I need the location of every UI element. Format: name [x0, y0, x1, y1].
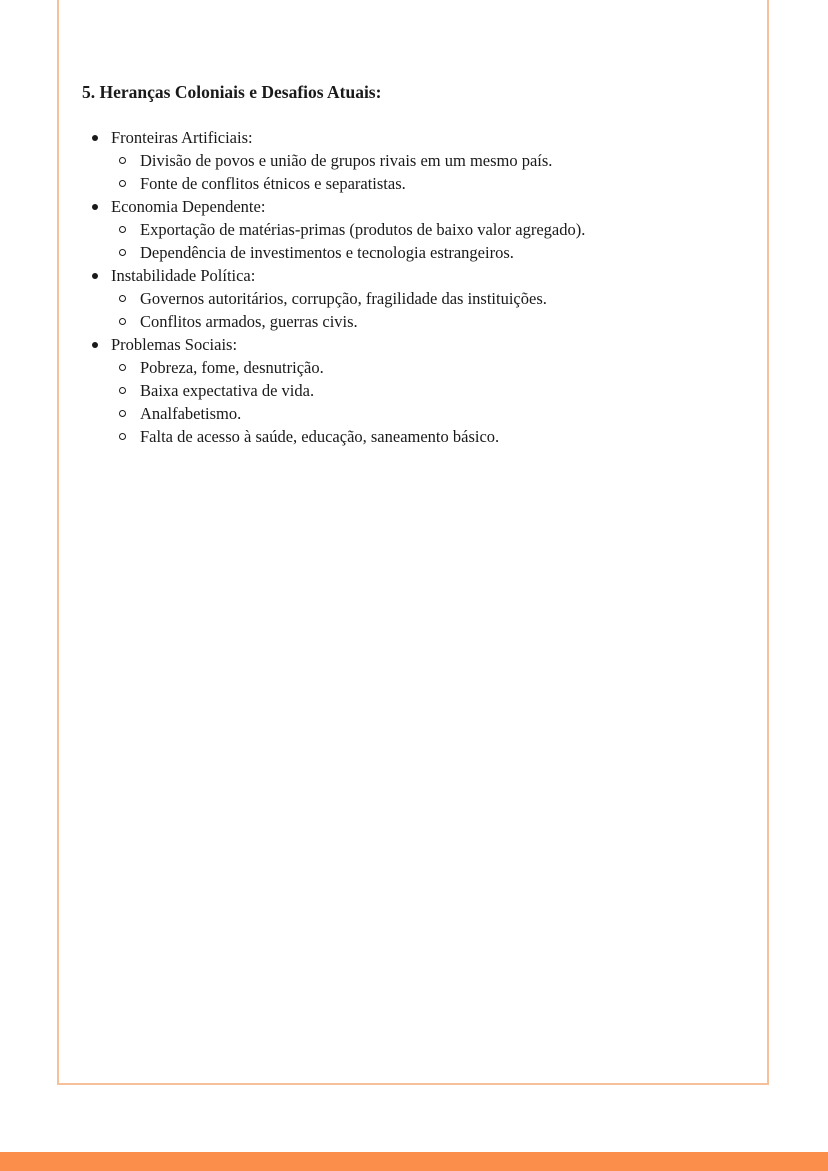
sublist	[111, 218, 742, 264]
sublist-item	[111, 402, 742, 425]
sublist	[111, 356, 742, 448]
sublist-item	[111, 218, 742, 241]
bullet-circle-icon	[119, 180, 126, 187]
section-title: 5. Heranças Coloniais e Desafios Atuais:	[82, 82, 382, 102]
bullet-circle-icon	[119, 318, 126, 325]
sublist-item	[111, 379, 742, 402]
bullet-circle-icon	[119, 410, 126, 417]
sublist-item	[111, 241, 742, 264]
sublist-item	[111, 172, 742, 195]
list-item-label: Fronteiras Artificiais:	[111, 128, 253, 147]
sublist-item-text: Governos autoritários, corrupção, fragilidade das instituições.	[140, 289, 547, 308]
bullet-disc-icon	[92, 135, 98, 141]
bullet-disc-icon	[92, 273, 98, 279]
bullet-circle-icon	[119, 226, 126, 233]
bullet-circle-icon	[119, 364, 126, 371]
document-content	[82, 80, 742, 448]
list-item-problemas	[82, 333, 742, 448]
topic-list	[82, 126, 742, 448]
list-item-label: Problemas Sociais:	[111, 335, 238, 354]
bullet-circle-icon	[119, 295, 126, 302]
sublist-item-text: Conflitos armados, guerras civis.	[140, 312, 358, 331]
list-item-label: Instabilidade Política:	[111, 266, 256, 285]
list-item-fronteiras	[82, 126, 742, 195]
footer-accent-bar	[0, 1152, 828, 1171]
sublist-item-text: Fonte de conflitos étnicos e separatistas.	[140, 174, 406, 193]
sublist-item-text: Pobreza, fome, desnutrição.	[140, 358, 324, 377]
bullet-disc-icon	[92, 342, 98, 348]
sublist-item	[111, 310, 742, 333]
sublist-item-text: Analfabetismo.	[140, 404, 242, 423]
sublist-item-text: Baixa expectativa de vida.	[140, 381, 315, 400]
bullet-circle-icon	[119, 249, 126, 256]
sublist-item-text: Falta de acesso à saúde, educação, saneamento básico.	[140, 427, 500, 446]
list-item-label: Economia Dependente:	[111, 197, 266, 216]
bullet-circle-icon	[119, 157, 126, 164]
sublist	[111, 287, 742, 333]
bullet-circle-icon	[119, 433, 126, 440]
sublist-item	[111, 356, 742, 379]
bullet-circle-icon	[119, 387, 126, 394]
sublist-item-text: Dependência de investimentos e tecnologia estrangeiros.	[140, 243, 514, 262]
sublist-item	[111, 149, 742, 172]
bullet-disc-icon	[92, 204, 98, 210]
sublist	[111, 149, 742, 195]
sublist-item	[111, 287, 742, 310]
list-item-economia	[82, 195, 742, 264]
sublist-item	[111, 425, 742, 448]
list-item-instabilidade	[82, 264, 742, 333]
sublist-item-text: Divisão de povos e união de grupos rivais em um mesmo país.	[140, 151, 553, 170]
sublist-item-text: Exportação de matérias-primas (produtos de baixo valor agregado).	[140, 220, 586, 239]
